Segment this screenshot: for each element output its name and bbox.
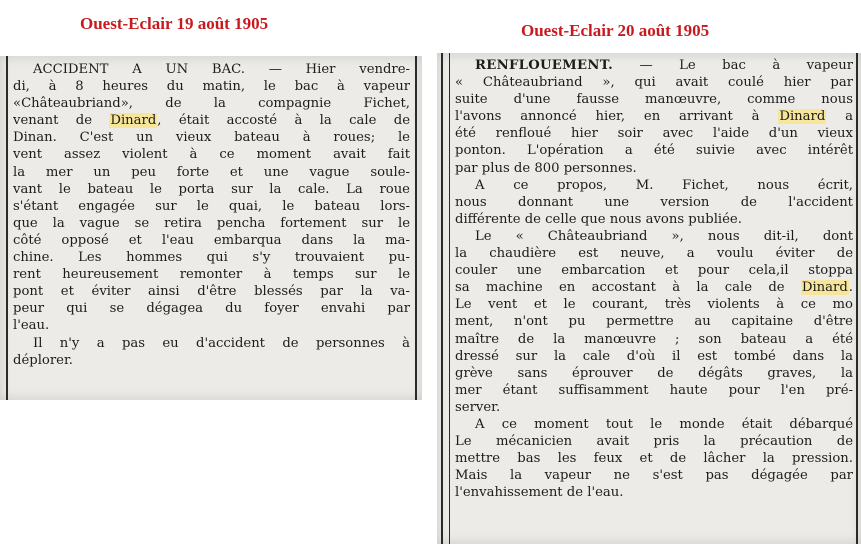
line-text: A ce moment tout le monde était débarqué [475, 416, 853, 432]
newspaper-clipping-right [437, 53, 861, 544]
line-text: dressé sur la cale d'où il est tombé dans la [455, 348, 853, 364]
line-text: pont et éviter ainsi d'être blessés par la va- [13, 284, 410, 300]
article-line [455, 194, 853, 211]
article-line [455, 450, 853, 467]
article-line [455, 160, 853, 177]
article-line [13, 283, 410, 300]
line-text: ACCIDENT A UN BAC. — Hier vendre- [33, 62, 410, 77]
article-line [13, 335, 410, 352]
article-line [13, 317, 410, 334]
article-line [455, 399, 853, 416]
column-rule [856, 53, 858, 544]
line-text: . [848, 280, 853, 296]
article-line [455, 433, 853, 450]
article-line [13, 129, 410, 146]
article-line [13, 249, 410, 266]
caption-left: Ouest-Eclair 19 août 1905 [80, 14, 269, 33]
line-text: Dinan. C'est un vieux bateau à roues; le [13, 130, 410, 146]
line-text: venant de [13, 113, 110, 129]
article-line [455, 382, 853, 399]
line-text: chine. Les hommes qui s'y trouvaient pu- [13, 250, 410, 266]
article-line [13, 78, 410, 95]
line-text: vant le bateau le porta sur la cale. La roue [13, 181, 410, 197]
article-accident [13, 61, 410, 369]
column-rule [6, 56, 8, 400]
line-text: l'eau. [13, 318, 50, 334]
article-line [13, 181, 410, 198]
caption-right: Ouest-Eclair 20 août 1905 [521, 21, 710, 40]
article-line [455, 245, 853, 262]
line-text: rent heureusement remonter à temps sur le [13, 267, 410, 283]
column-rule [449, 53, 450, 544]
article-line [13, 95, 410, 112]
line-text: nous donnant une version de l'accident [455, 194, 853, 210]
line-text: maître de la manœuvre ; son bateau a été [455, 331, 853, 347]
line-text: la mer un peu forte et une vague soule- [13, 164, 410, 180]
article-line [13, 300, 410, 317]
article-line [455, 74, 853, 91]
line-text: s'étant engagée sur le quai, le bateau lors- [13, 198, 410, 214]
line-text: «Châteaubriand», de la compagnie Fichet, [13, 96, 410, 112]
article-line [455, 57, 853, 74]
line-text: Le mécanicien avait pris la précaution de [455, 434, 853, 450]
line-text: di, à 8 heures du matin, le bac à vapeur [13, 79, 410, 95]
line-text: A ce propos, M. Fichet, nous écrit, [475, 177, 853, 193]
newspaper-clipping-left [0, 56, 422, 400]
article-headline: RENFLOUEMENT. [475, 58, 614, 73]
article-line [455, 331, 853, 348]
line-text: l'envahissement de l'eau. [455, 485, 624, 501]
article-line [455, 416, 853, 433]
line-text: Mais la vapeur ne s'est pas dégagée par [455, 468, 853, 484]
article-line [455, 484, 853, 501]
article-line [455, 228, 853, 245]
line-text: ment, n'ont pu permettre au capitaine d'être [455, 314, 853, 330]
line-text: par plus de 800 personnes. [455, 160, 637, 176]
article-line [455, 142, 853, 159]
article-line [455, 262, 853, 279]
article-line [13, 232, 410, 249]
line-text: Il n'y a pas eu d'accident de personnes à [33, 335, 410, 351]
article-line [13, 352, 410, 369]
article-line [455, 296, 853, 313]
article-line [13, 198, 410, 215]
line-text: — Le bac à vapeur [613, 58, 853, 73]
line-text: Le « Châteaubriand », nous dit-il, dont [475, 228, 853, 244]
line-text: côté opposé et l'eau embarqua dans la ma- [13, 232, 410, 248]
article-line [13, 266, 410, 283]
line-text: déplorer. [13, 352, 73, 368]
article-line [455, 177, 853, 194]
line-text: suite d'une fausse manœuvre, comme nous [455, 92, 853, 108]
highlighted-word: Dinard [110, 113, 157, 129]
line-text: l'avons annoncé hier, en arrivant à [455, 109, 779, 125]
line-text: que la vague se retira pencha fortement sur le [13, 215, 410, 231]
line-text: grève sans éprouver de dégâts graves, la [455, 365, 853, 381]
line-text: sa machine en accostant à la cale de [455, 280, 801, 296]
article-line [455, 467, 853, 484]
line-text: été renfloué hier soir avec l'aide d'un vieux [455, 126, 853, 142]
line-text: mer étant suffisamment haute pour l'en pré- [455, 382, 853, 398]
line-text: vent assez violent à ce moment avait fait [13, 147, 410, 163]
article-line [13, 61, 410, 78]
article-line [13, 215, 410, 232]
article-line [455, 365, 853, 382]
article-renflouement [455, 57, 853, 501]
line-text: ponton. L'opération a été suivie avec intérêt [455, 143, 853, 159]
article-line [455, 125, 853, 142]
article-line [455, 313, 853, 330]
line-text: mettre bas les feux et de lâcher la pression. [455, 451, 853, 467]
line-text: « Châteaubriand », qui avait coulé hier par [455, 75, 853, 91]
article-line [455, 348, 853, 365]
article-line [13, 112, 410, 129]
line-text: la chaudière est neuve, a voulu éviter de [455, 246, 853, 262]
article-line [13, 164, 410, 181]
line-text: différente de celle que nous avons publiée. [455, 211, 742, 227]
article-line [455, 108, 853, 125]
column-rule [415, 56, 417, 400]
article-line [455, 279, 853, 296]
line-text: Le vent et le courant, très violents à ce mo [455, 297, 853, 313]
article-line [13, 146, 410, 163]
highlighted-word: Dinard [779, 109, 826, 125]
line-text: , était accosté à la cale de [157, 113, 410, 129]
column-rule [441, 53, 443, 544]
article-line [455, 91, 853, 108]
line-text: couler une embarcation et pour cela,il stoppa [455, 263, 853, 279]
line-text: a [826, 109, 853, 125]
line-text: peur qui se dégagea du foyer envahi par [13, 301, 410, 317]
line-text: server. [455, 399, 501, 415]
article-line [455, 211, 853, 228]
highlighted-word: Dinard [801, 280, 848, 296]
